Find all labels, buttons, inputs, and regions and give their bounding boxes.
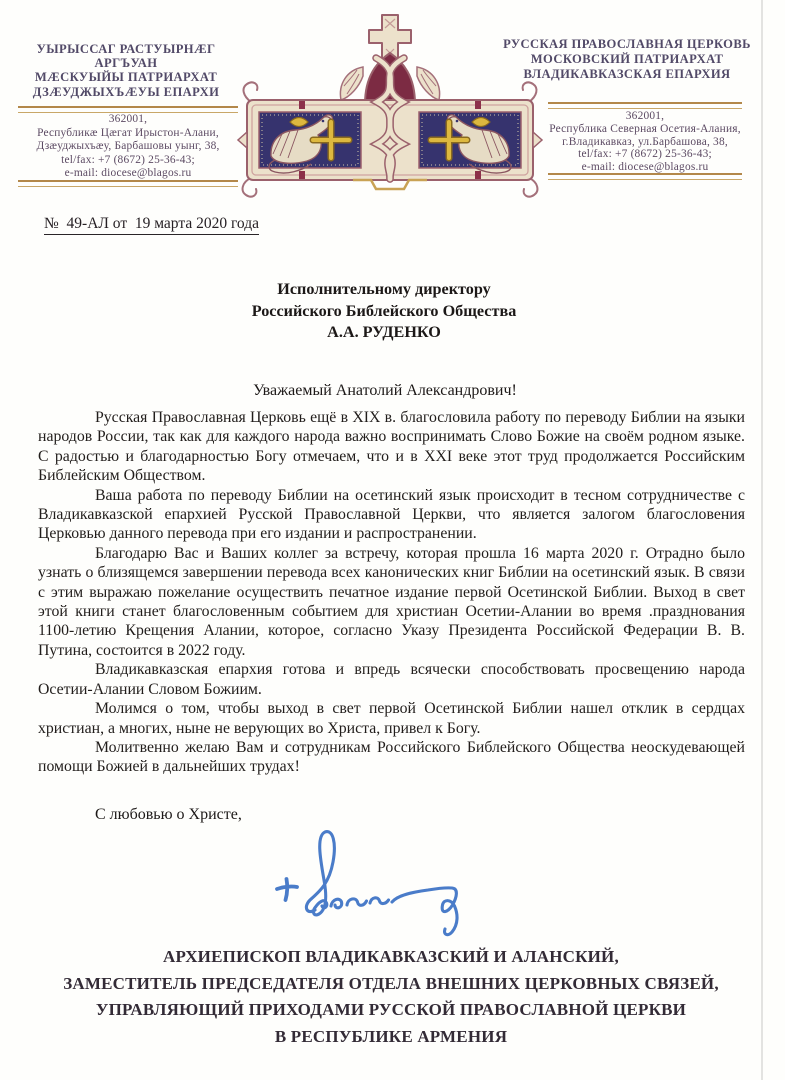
recipient-line: А.А. РУДЕНКО: [327, 323, 441, 341]
eparchy-emblem-icon: [235, 12, 545, 212]
address-line: e-mail: diocese@blagos.ru: [581, 161, 709, 174]
body-paragraph: Русская Православная Церковь ещё в XIX в. благословила работу по переводу Библии на языки народов России, так как для каждого народа важно воспринимать Слово Божие на своём родном языке. С радостью и благодарностью Богу отмечаем, что и в XXI веке этот труд продолжается Российским Библейским Обществом.: [38, 409, 745, 485]
signer-title-line: АРХИЕПИСКОП ВЛАДИКАВКАЗСКИЙ И АЛАНСКИЙ,: [163, 947, 619, 966]
right-org-line: РУССКАЯ ПРАВОСЛАВНАЯ ЦЕРКОВЬ: [503, 37, 751, 51]
address-line: e-mail: diocese@blagos.ru: [64, 167, 192, 179]
reference-number: № 49-АЛ от 19 марта 2020 года: [44, 215, 259, 235]
signer-title-line: УПРАВЛЯЮЩИЙ ПРИХОДАМИ РУССКОЙ ПРАВОСЛАВНОЙ ЦЕРКВИ: [95, 1000, 687, 1019]
body-paragraph: Ваша работа по переводу Библии на осетинский язык происходит в тесном сотрудничестве с Владикавказской епархией Русской Православной Церкви, что является залогом благословения Церковью данного перевода при его издании и распространении.: [38, 486, 745, 543]
recipient-block: [0, 279, 768, 344]
body-paragraph: Молимся о том, чтобы выход в свет первой Осетинской Библии нашел отклик в сердцах христиан, а многих, ныне не верующих во Христа, привел к Богу.: [38, 700, 745, 737]
address-line: Республикæ Цæгат Ирыстон-Алани,: [37, 126, 219, 139]
left-org-title: [8, 42, 244, 99]
signer-title-line: ЗАМЕСТИТЕЛЬ ПРЕДСЕДАТЕЛЯ ОТДЕЛА ВНЕШНИХ ЦЕРКОВНЫХ СВЯЗЕЙ,: [63, 973, 719, 993]
scan-artifact-line: [761, 0, 763, 1080]
left-org-line: ДЗÆУДЖЫХЪÆУЫ ЕПАРХИ: [32, 84, 220, 99]
body-paragraph: Благодарю Вас и Ваших коллег за встречу, которая прошла 16 марта 2020 г. Отрадно было узнать о близящемся завершении перевода всех канонических книг Библии на осетинский язык. В связи с этим выражаю пожелание осуществить печатное издание первой Осетинской Библии. Выход в свет этой книги станет благословенным событием для христиан Осетии-Алании во время .празднования 1100-летию Крещения Алании, которое, согласно Указу Президента Российской Федерации В. В. Путина, состоится в 2022 году.: [38, 544, 745, 659]
address-line: tel/fax: +7 (8672) 25-36-43;: [578, 148, 712, 161]
body-paragraph: Владикавказская епархия готова и впредь всячески способствовать просвещению народа Осетии-Алании Словом Божиим.: [38, 661, 745, 698]
signer-title-line: В РЕСПУБЛИКЕ АРМЕНИЯ: [274, 1026, 508, 1046]
right-address-block: [544, 110, 746, 174]
gold-divider: [18, 106, 238, 113]
address-line: Республика Северная Осетия-Алания,: [549, 122, 741, 135]
salutation: Уважаемый Анатолий Александрович!: [253, 382, 517, 399]
signature-autograph-icon: [265, 822, 480, 942]
recipient-line: Исполнительному директору: [277, 280, 491, 298]
right-org-line: ВЛАДИКАВКАЗСКАЯ ЕПАРХИЯ: [523, 67, 731, 81]
right-org-line: МОСКОВСКИЙ ПАТРИАРХАТ: [530, 52, 724, 66]
gold-divider: [18, 180, 238, 187]
left-org-line: УЫРЫССАГ РАСТУЫРНÆГ АРГЪУАН: [36, 42, 216, 71]
recipient-line: Российского Библейского Общества: [251, 301, 517, 320]
address-line: 362001,: [108, 113, 148, 125]
address-line: Дзæуджыхъæу, Барбашовы уынг, 38,: [36, 140, 220, 152]
address-line: tel/fax: +7 (8672) 25-36-43;: [61, 153, 195, 166]
address-line: г.Владикавказ, ул.Барбашова, 38,: [562, 135, 728, 148]
letter-body: [38, 408, 745, 777]
left-address-block: [14, 113, 242, 181]
gold-divider: [548, 102, 742, 109]
left-org-line: МÆСКУЫЙЫ ПАТРИАРХАТ: [34, 70, 218, 85]
address-line: 362001,: [625, 110, 665, 122]
closing-line: С любовью о Христе,: [95, 806, 242, 823]
signer-title-block: [0, 944, 782, 1050]
body-paragraph: Молитвенно желаю Вам и сотрудникам Российского Библейского Общества неоскудевающей помощи Божией в дальнейших трудах!: [38, 738, 745, 776]
gold-divider: [548, 173, 742, 180]
